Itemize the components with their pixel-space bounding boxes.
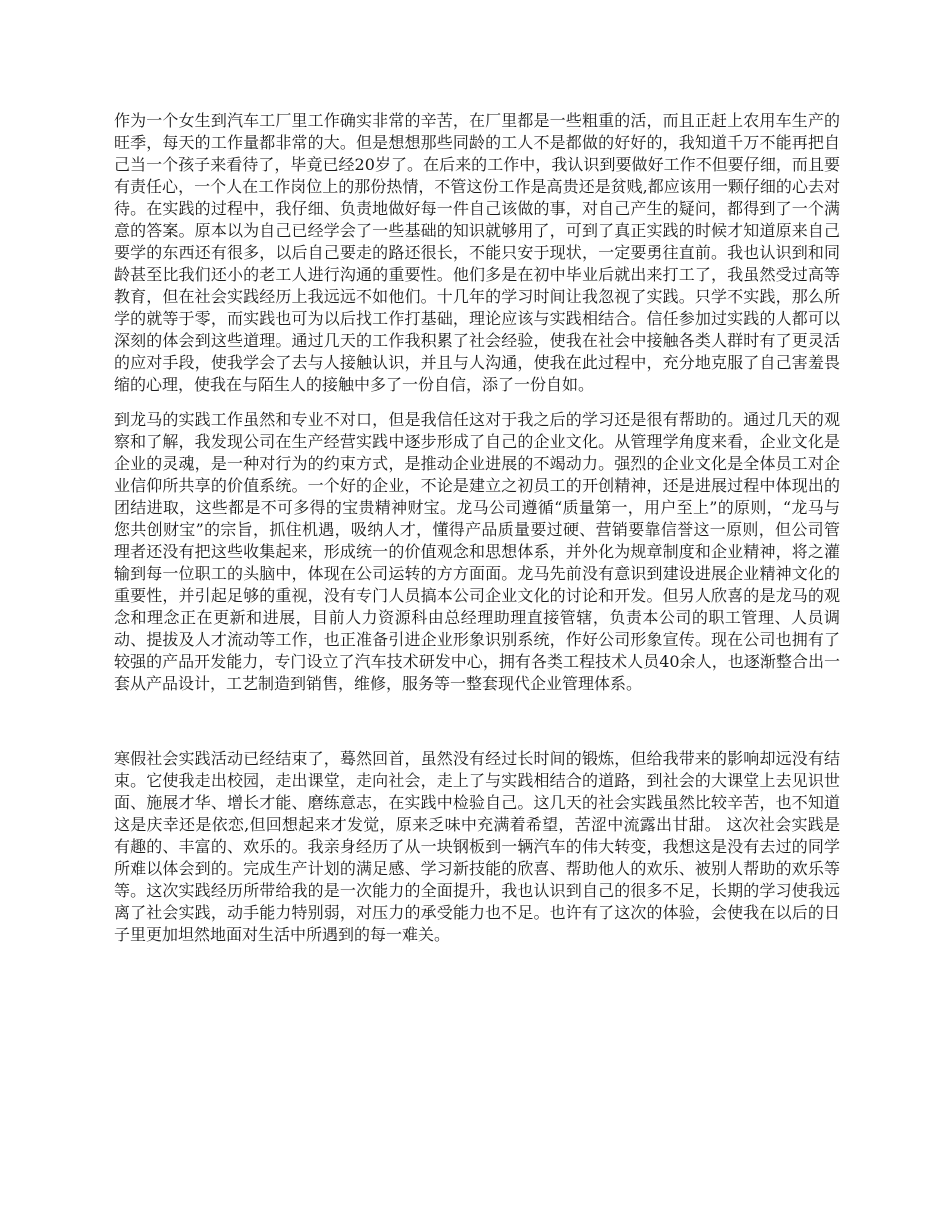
document-body	[114, 110, 840, 946]
paragraph-conclusion: 寒假社会实践活动已经结束了，蓦然回首，虽然没有经过长时间的锻炼，但给我带来的影响却远没有结束。它使我走出校园，走出课堂，走向社会，走上了与实践相结合的道路，到社会的大课堂上去见识世面、施展才华、增长才能、磨练意志，在实践中检验自己。这几天的社会实践虽然比较辛苦，也不知道这是庆幸还是依恋,但回想起来才发觉，原来乏味中充满着希望，苦涩中流露出甘甜。 这次社会实践是有趣的、丰富的、欢乐的。我亲身经历了从一块钢板到一辆汽车的伟大转变，我想这是没有去过的同学所难以体会到的。完成生产计划的满足感、学习新技能的欣喜、帮助他人的欢乐、被别人帮助的欢乐等等。这次实践经历所带给我的是一次能力的全面提升，我也认识到自己的很多不足，长期的学习使我远离了社会实践，动手能力特别弱，对压力的承受能力也不足。也许有了这次的体验，会使我在以后的日子里更加坦然地面对生活中所遇到的每一难关。	[114, 749, 840, 944]
paragraph-factory-work: 作为一个女生到汽车工厂里工作确实非常的辛苦，在厂里都是一些粗重的活，而且正赶上农用车生产的旺季，每天的工作量都非常的大。但是想想那些同龄的工人不是都做的好好的，我知道千万不能再把自己当一个孩子来看待了，毕竟已经20岁了。在后来的工作中，我认识到要做好工作不但要仔细，而且要有责任心，一个人在工作岗位上的那份热情，不管这份工作是高贵还是贫贱,都应该用一颗仔细的心去对待。在实践的过程中，我仔细、负责地做好每一件自己该做的事，对自己产生的疑问，都得到了一个满意的答案。原本以为自己已经学会了一些基础的知识就够用了，可到了真正实践的时候才知道原来自己要学的东西还有很多，以后自己要走的路还很长，不能只安于现状，一定要勇往直前。我也认识到和同龄甚至比我们还小的老工人进行沟通的重要性。他们多是在初中毕业后就出来打工了，我虽然受过高等教育，但在社会实践经历上我远远不如他们。十几年的学习时间让我忽视了实践。只学不实践，那么所学的就等于零，而实践也可为以后找工作打基础，理论应该与实践相结合。信任参加过实践的人都可以深刻的体会到这些道理。通过几天的工作我积累了社会经验，使我在社会中接触各类人群时有了更灵活的应对手段，使我学会了去与人接触认识，并且与人沟通，使我在此过程中，充分地克服了自己害羞畏缩的心理，使我在与陌生人的接触中多了一份自信，添了一份自如。	[114, 111, 840, 394]
paragraph-corporate-culture: 到龙马的实践工作虽然和专业不对口，但是我信任这对于我之后的学习还是很有帮助的。通过几天的观察和了解，我发现公司在生产经营实践中逐步形成了自己的企业文化。从管理学角度来看，企业文化是企业的灵魂，是一种对行为的约束方式，是推动企业进展的不竭动力。强烈的企业文化是全体员工对企业信仰所共享的价值系统。一个好的企业，不论是建立之初员工的开创精神，还是进展过程中体现出的团结进取，这些都是不可多得的宝贵精神财宝。龙马公司遵循“质量第一，用户至上”的原则，“龙马与您共创财宝”的宗旨，抓住机遇，吸纳人才，懂得产品质量要过硬、营销要靠信誉这一原则，但公司管理者还没有把这些收集起来，形成统一的价值观念和思想体系，并外化为规章制度和企业精神，将之灌输到每一位职工的头脑中，体现在公司运转的方方面面。龙马先前没有意识到建设进展企业精神文化的重要性，并引起足够的重视，没有专门人员搞本公司企业文化的讨论和开发。但另人欣喜的是龙马的观念和理念正在更新和进展，目前人力资源科由总经理助理直接管辖，负责本公司的职工管理、人员调动、提拔及人才流动等工作，也正准备引进企业形象识别系统，作好公司形象宣传。现在公司也拥有了较强的产品开发能力，专门设立了汽车技术研发中心，拥有各类工程技术人员40余人，也逐渐整合出一套从产品设计，工艺制造到销售，维修，服务等一整套现代企业管理体系。	[114, 410, 840, 693]
